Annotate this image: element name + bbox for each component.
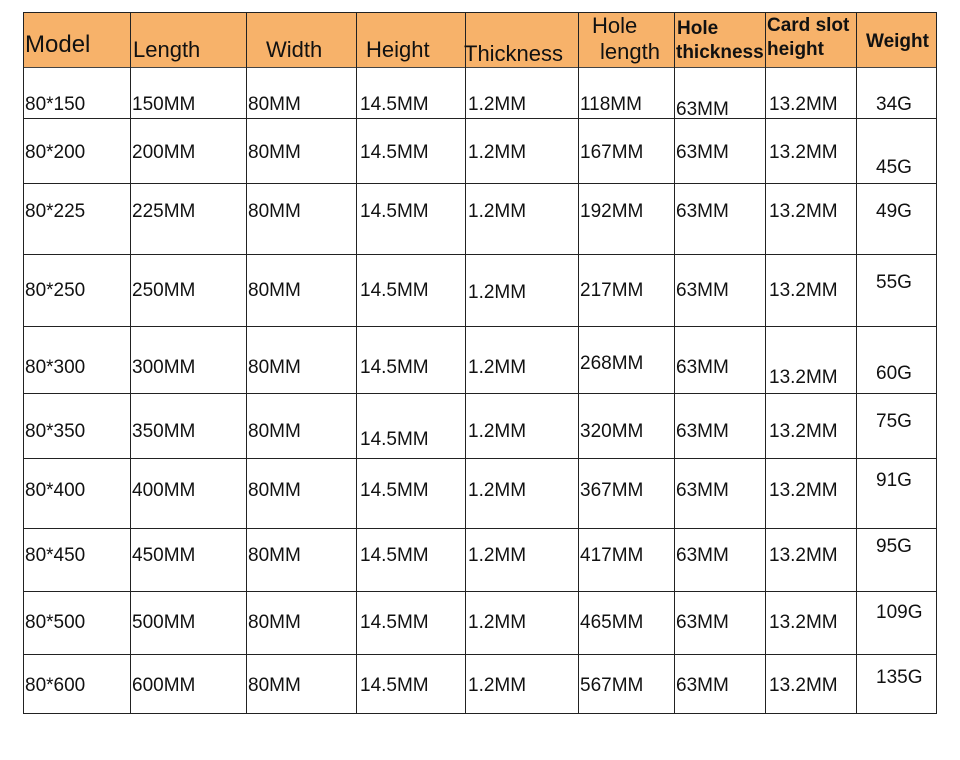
cell-width: 80MM [248, 357, 301, 378]
cell-model: 80*150 [25, 94, 86, 115]
row-divider [24, 254, 936, 255]
cell-hole-thickness: 63MM [676, 201, 729, 222]
cell-weight: 95G [876, 536, 912, 557]
cell-thickness: 1.2MM [468, 545, 527, 566]
cell-length: 250MM [132, 280, 196, 301]
row-divider [24, 183, 936, 184]
cell-length: 300MM [132, 357, 196, 378]
cell-weight: 109G [876, 602, 923, 623]
cell-card-slot-height: 13.2MM [769, 142, 838, 163]
cell-height: 14.5MM [360, 480, 429, 501]
row-divider [24, 326, 936, 327]
header-hole-thickness-line1: Hole [677, 18, 719, 39]
cell-model: 80*300 [25, 357, 86, 378]
cell-hole-thickness: 63MM [676, 280, 729, 301]
cell-height: 14.5MM [360, 675, 429, 696]
header-hole-length-line2: length [600, 39, 660, 64]
header-thickness: Thickness [464, 41, 564, 66]
cell-length: 500MM [132, 612, 196, 633]
cell-hole-length: 118MM [580, 94, 642, 115]
cell-length: 200MM [132, 142, 196, 163]
cell-hole-length: 567MM [580, 675, 644, 696]
cell-card-slot-height: 13.2MM [769, 367, 838, 388]
cell-width: 80MM [248, 675, 301, 696]
cell-hole-thickness: 63MM [676, 480, 729, 501]
cell-card-slot-height: 13.2MM [769, 280, 838, 301]
cell-model: 80*450 [25, 545, 86, 566]
header-weight: Weight [866, 31, 929, 52]
cell-width: 80MM [248, 142, 301, 163]
header-card-slot-height-line1: Card slot [767, 15, 850, 36]
cell-hole-thickness: 63MM [676, 675, 729, 696]
cell-thickness: 1.2MM [468, 201, 527, 222]
cell-hole-length: 320MM [580, 421, 644, 442]
cell-weight: 45G [876, 157, 912, 178]
cell-length: 400MM [132, 480, 196, 501]
spec-table [23, 12, 937, 714]
cell-hole-thickness: 63MM [676, 612, 729, 633]
cell-height: 14.5MM [360, 94, 429, 115]
cell-weight: 55G [876, 272, 912, 293]
cell-thickness: 1.2MM [468, 675, 527, 696]
cell-model: 80*350 [25, 421, 86, 442]
cell-model: 80*200 [25, 142, 86, 163]
cell-weight: 49G [876, 201, 912, 222]
cell-width: 80MM [248, 201, 301, 222]
cell-height: 14.5MM [360, 142, 429, 163]
cell-width: 80MM [248, 545, 301, 566]
cell-thickness: 1.2MM [468, 282, 527, 303]
row-divider [24, 393, 936, 394]
header-length: Length [133, 37, 201, 62]
row-divider [24, 654, 936, 655]
cell-hole-length: 268MM [580, 353, 644, 374]
cell-thickness: 1.2MM [468, 94, 527, 115]
header-width: Width [266, 37, 323, 62]
cell-thickness: 1.2MM [468, 142, 527, 163]
cell-model: 80*400 [25, 480, 86, 501]
cell-hole-thickness: 63MM [676, 421, 729, 442]
cell-height: 14.5MM [360, 429, 429, 450]
cell-hole-thickness: 63MM [676, 545, 729, 566]
cell-model: 80*225 [25, 201, 86, 222]
cell-width: 80MM [248, 480, 301, 501]
cell-model: 80*250 [25, 280, 86, 301]
cell-width: 80MM [248, 94, 301, 115]
header-card-slot-height-line2: height [767, 39, 824, 60]
cell-height: 14.5MM [360, 545, 429, 566]
cell-width: 80MM [248, 612, 301, 633]
cell-card-slot-height: 13.2MM [769, 94, 838, 115]
cell-length: 150MM [132, 94, 196, 115]
cell-thickness: 1.2MM [468, 421, 527, 442]
cell-card-slot-height: 13.2MM [769, 675, 838, 696]
cell-weight: 34G [876, 94, 912, 115]
cell-weight: 75G [876, 411, 912, 432]
cell-card-slot-height: 13.2MM [769, 201, 838, 222]
cell-hole-length: 192MM [580, 201, 644, 222]
header-hole-thickness-line2: thickness [676, 42, 764, 63]
header-height: Height [366, 37, 430, 62]
cell-height: 14.5MM [360, 201, 429, 222]
cell-thickness: 1.2MM [468, 612, 527, 633]
cell-width: 80MM [248, 421, 301, 442]
cell-thickness: 1.2MM [468, 357, 527, 378]
cell-thickness: 1.2MM [468, 480, 527, 501]
cell-length: 600MM [132, 675, 196, 696]
row-divider [24, 528, 936, 529]
header-model: Model [25, 31, 91, 58]
cell-hole-thickness: 63MM [676, 99, 729, 120]
cell-height: 14.5MM [360, 612, 429, 633]
cell-weight: 60G [876, 363, 912, 384]
cell-height: 14.5MM [360, 357, 429, 378]
cell-length: 225MM [132, 201, 196, 222]
cell-hole-length: 167MM [580, 142, 644, 163]
cell-card-slot-height: 13.2MM [769, 421, 838, 442]
row-divider [24, 458, 936, 459]
cell-weight: 135G [876, 667, 923, 688]
cell-hole-length: 367MM [580, 480, 644, 501]
cell-width: 80MM [248, 280, 301, 301]
header-hole-length-line1: Hole [592, 13, 638, 38]
cell-length: 450MM [132, 545, 196, 566]
cell-weight: 91G [876, 470, 912, 491]
cell-card-slot-height: 13.2MM [769, 612, 838, 633]
cell-card-slot-height: 13.2MM [769, 480, 838, 501]
cell-length: 350MM [132, 421, 196, 442]
row-divider [24, 118, 936, 119]
cell-hole-length: 417MM [580, 545, 644, 566]
cell-card-slot-height: 13.2MM [769, 545, 838, 566]
cell-height: 14.5MM [360, 280, 429, 301]
cell-hole-thickness: 63MM [676, 357, 729, 378]
row-divider [24, 591, 936, 592]
cell-hole-length: 465MM [580, 612, 644, 633]
cell-model: 80*600 [25, 675, 86, 696]
cell-model: 80*500 [25, 612, 86, 633]
cell-hole-thickness: 63MM [676, 142, 729, 163]
cell-hole-length: 217MM [580, 280, 644, 301]
